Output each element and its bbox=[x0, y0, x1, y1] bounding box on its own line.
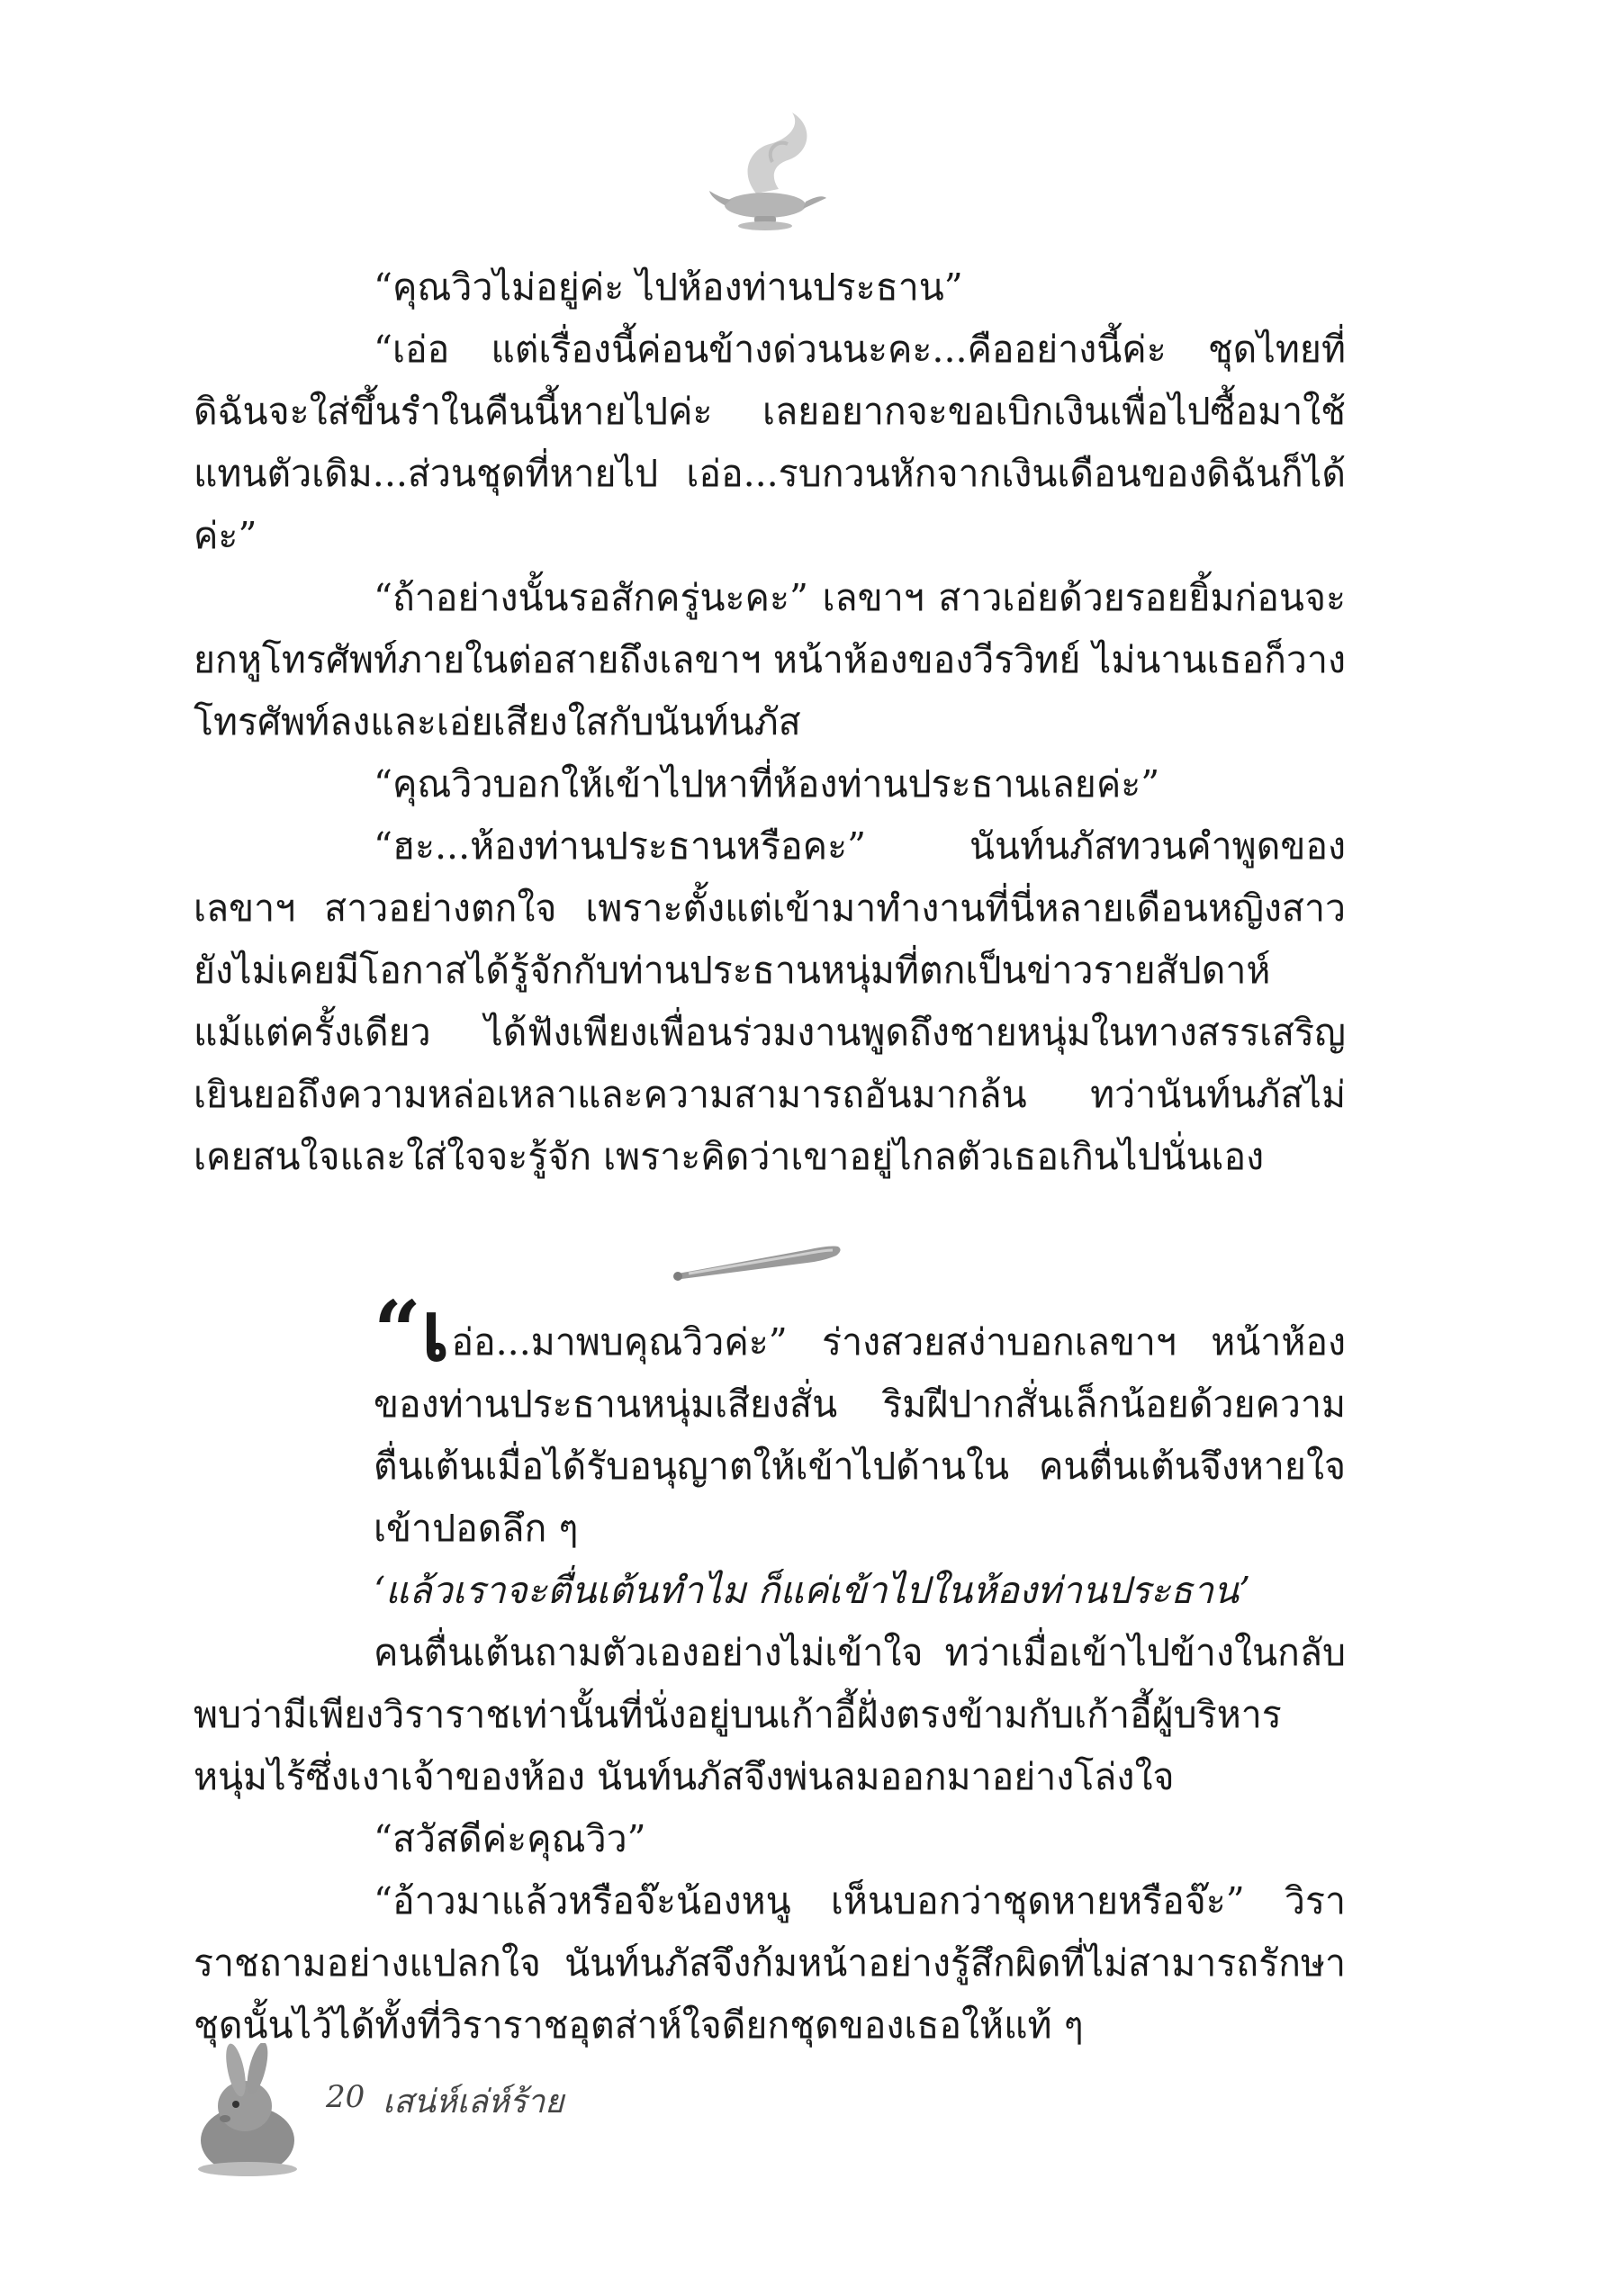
paragraph-4: “คุณวิวบอกให้เข้าไปหาที่ห้องท่านประธานเลยค่ะ” bbox=[374, 762, 1160, 806]
text-section-1 bbox=[194, 257, 1346, 1188]
paragraph-5: “ฮะ...ห้องท่านประธานหรือคะ” นันท์นภัสทวนคำพูดของเลขาฯ สาวอย่างตกใจ เพราะตั้งแต่เข้ามาทำงานที่นี่หลายเดือนหญิงสาวยังไม่เคยมีโอกาสได้รู้จักกับท่านประธานหนุ่มที่ตกเป็นข่าวรายสัปดาห์แม้แต่ครั้งเดียว ได้ฟังเพียงเพื่อนร่วมงานพูดถึงชายหนุ่มในทางสรรเสริญเยินยอถึงความหล่อเหลาและความสามารถอันมากล้น ทว่านันท์นภัสไม่เคยสนใจและใส่ใจจะรู้จัก เพราะคิดว่าเขาอยู่ไกลตัวเธอเกินไปนั่นเอง bbox=[194, 824, 1346, 1178]
paragraph-6-text: อ่อ...มาพบคุณวิวค่ะ” ร่างสวยสง่าบอกเลขาฯ หน้าห้องของท่านประธานหนุ่มเสียงสั่น ริมฝีปากสั่นเล็กน้อยด้วยความตื่นเต้นเมื่อได้รับอนุญาตให้เข้าไปด้านใน คนตื่นเต้นจึงหายใจเข้าปอดลึก ๆ bbox=[374, 1320, 1346, 1550]
paragraph-7-thought: ‘แล้วเราจะตื่นเต้นทำไม ก็แค่เข้าไปในห้องท่านประธาน’ bbox=[374, 1569, 1251, 1612]
baseball-bat-icon bbox=[671, 1238, 851, 1283]
paragraph-1: “คุณวิวไม่อยู่ค่ะ ไปห้องท่านประธาน” bbox=[374, 266, 963, 309]
paragraph-2: “เอ่อ แต่เรื่องนี้ค่อนข้างด่วนนะคะ...คืออย่างนี้ค่ะ ชุดไทยที่ดิฉันจะใส่ขึ้นรำในคืนนี้หายไปค่ะ เลยอยากจะขอเบิกเงินเพื่อไปซื้อมาใช้แทนตัวเดิม...ส่วนชุดที่หายไป เอ่อ...รบกวนหักจากเงินเดือนของดิฉันก็ได้ค่ะ” bbox=[194, 328, 1346, 557]
paragraph-6 bbox=[194, 1283, 1346, 1560]
genie-lamp-icon bbox=[702, 108, 828, 234]
drop-cap: “เ bbox=[374, 1283, 450, 1380]
rabbit-icon bbox=[189, 2043, 306, 2178]
paragraph-3: “ถ้าอย่างนั้นรอสักครู่นะคะ” เลขาฯ สาวเอ่ยด้วยรอยยิ้มก่อนจะยกหูโทรศัพท์ภายในต่อสายถึงเลขาฯ หน้าห้องของวีรวิทย์ ไม่นานเธอก็วางโทรศัพท์ลงและเอ่ยเสียงใสกับนันท์นภัส bbox=[194, 576, 1346, 743]
page-number: 20 bbox=[326, 2079, 365, 2115]
text-section-2 bbox=[194, 1283, 1346, 2057]
paragraph-8: คนตื่นเต้นถามตัวเองอย่างไม่เข้าใจ ทว่าเมื่อเข้าไปข้างในกลับพบว่ามีเพียงวิราราชเท่านั้นที่นั่งอยู่บนเก้าอี้ฝั่งตรงข้ามกับเก้าอี้ผู้บริหารหนุ่มไร้ซึ่งเงาเจ้าของห้อง นันท์นภัสจึงพ่นลมออกมาอย่างโล่งใจ bbox=[194, 1631, 1346, 1798]
book-title: เสน่ห์เล่ห์ร้าย bbox=[383, 2084, 564, 2120]
paragraph-9: “สวัสดีค่ะคุณวิว” bbox=[374, 1817, 646, 1860]
page-footer bbox=[0, 2043, 1605, 2196]
paragraph-10: “อ้าวมาแล้วหรือจ๊ะน้องหนู เห็นบอกว่าชุดหายหรือจ๊ะ” วิราราชถามอย่างแปลกใจ นันท์นภัสจึงก้มหน้าอย่างรู้สึกผิดที่ไม่สามารถรักษาชุดนั้นไว้ได้ทั้งที่วิราราชอุตส่าห์ใจดียกชุดของเธอให้แท้ ๆ bbox=[194, 1879, 1346, 2047]
